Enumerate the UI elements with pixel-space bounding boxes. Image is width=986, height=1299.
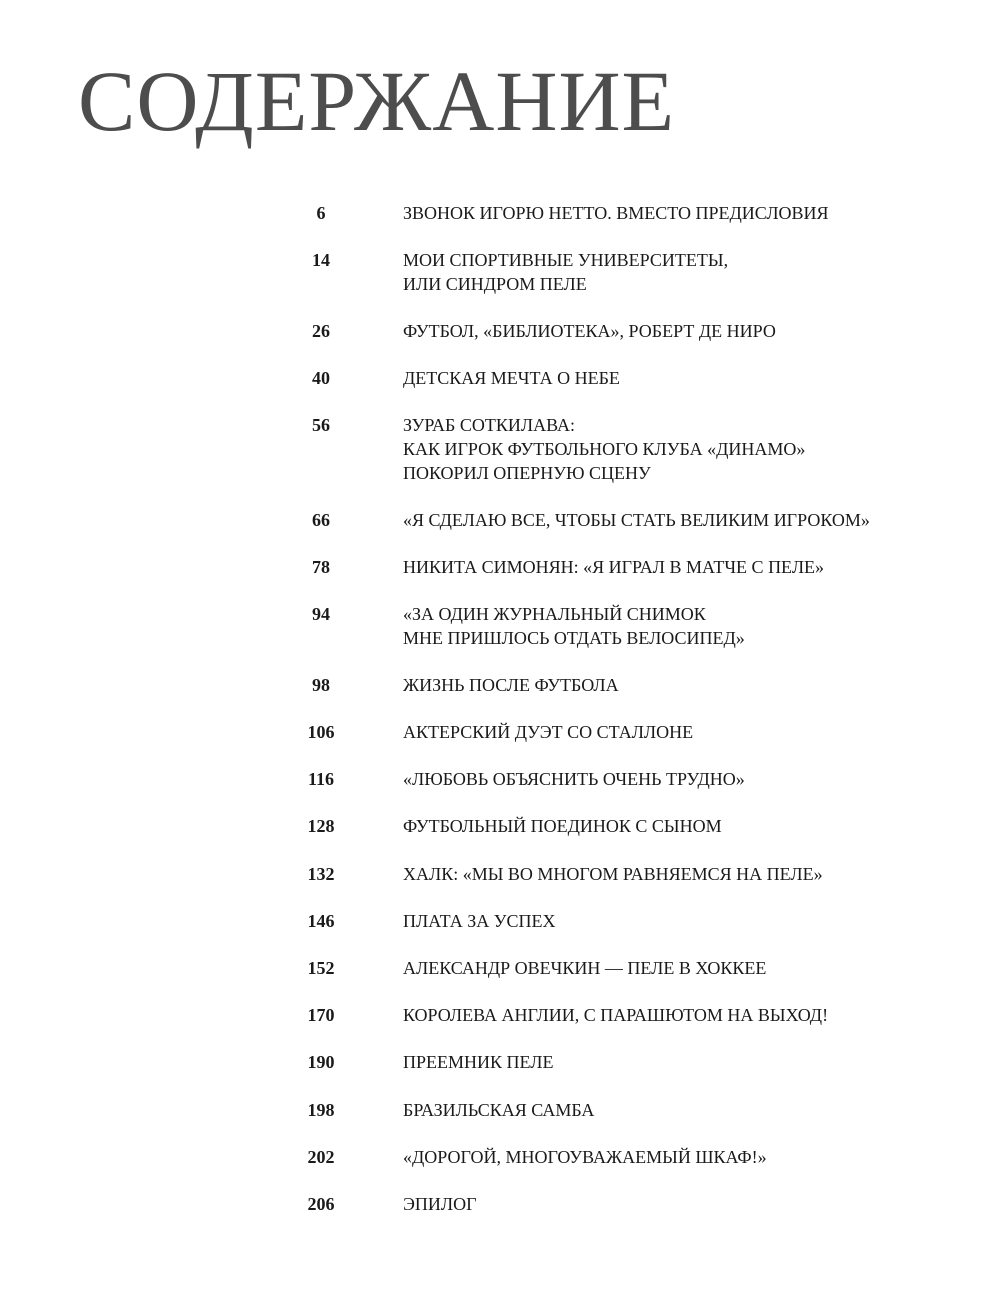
- toc-chapter-title: КОРОЛЕВА АНГЛИИ, С ПАРАШЮТОМ НА ВЫХОД!: [403, 1005, 829, 1026]
- toc-entry: [290, 957, 950, 981]
- toc-page-number: 98: [312, 674, 330, 695]
- toc-chapter-title: ЗУРАБ СОТКИЛАВА: КАК ИГРОК ФУТБОЛЬНОГО КЛУБА «ДИНАМО» ПОКОРИЛ ОПЕРНУЮ СЦЕНУ: [403, 415, 806, 483]
- toc-chapter-title: НИКИТА СИМОНЯН: «Я ИГРАЛ В МАТЧЕ С ПЕЛЕ»: [403, 556, 825, 577]
- toc-page-number: 78: [312, 556, 330, 577]
- toc-entry: [290, 320, 950, 344]
- toc-chapter-title: ДЕТСКАЯ МЕЧТА О НЕБЕ: [403, 368, 620, 389]
- toc-entry: [290, 414, 950, 485]
- toc-page-number: 26: [312, 320, 330, 341]
- toc-chapter-title: ХАЛК: «МЫ ВО МНОГОМ РАВНЯЕМСЯ НА ПЕЛЕ»: [403, 863, 823, 884]
- toc-page-number: 14: [312, 250, 330, 271]
- toc-entry: [290, 202, 950, 226]
- toc-entry: [290, 674, 950, 698]
- toc-chapter-title: «ДОРОГОЙ, МНОГОУВАЖАЕМЫЙ ШКАФ!»: [403, 1146, 767, 1167]
- toc-chapter-title: АЛЕКСАНДР ОВЕЧКИН — ПЕЛЕ В ХОККЕЕ: [403, 958, 767, 978]
- toc-chapter-title: ЭПИЛОГ: [403, 1193, 477, 1214]
- toc-chapter-title: ЗВОНОК ИГОРЮ НЕТТО. ВМЕСТО ПРЕДИСЛОВИЯ: [403, 203, 829, 223]
- toc-entry: [290, 1051, 950, 1075]
- toc-entry: [290, 1099, 950, 1123]
- toc-page-number: 202: [307, 1146, 335, 1167]
- toc-chapter-title: «ЗА ОДИН ЖУРНАЛЬНЫЙ СНИМОК МНЕ ПРИШЛОСЬ ОТДАТЬ ВЕЛОСИПЕД»: [403, 604, 745, 648]
- toc-entry: [290, 768, 950, 792]
- toc-page-number: 6: [316, 203, 326, 223]
- toc-entry: [290, 1193, 950, 1217]
- toc-chapter-title: ФУТБОЛЬНЫЙ ПОЕДИНОК С СЫНОМ: [403, 816, 722, 837]
- toc-entry: [290, 1146, 950, 1170]
- toc-page-number: 56: [312, 415, 330, 436]
- toc-chapter-title: «ЛЮБОВЬ ОБЪЯСНИТЬ ОЧЕНЬ ТРУДНО»: [403, 769, 745, 790]
- toc-page-number: 152: [307, 958, 335, 978]
- toc-page-number: 132: [307, 863, 335, 884]
- toc-chapter-title: «Я СДЕЛАЮ ВСЕ, ЧТОБЫ СТАТЬ ВЕЛИКИМ ИГРОКОМ»: [403, 509, 870, 530]
- toc-page-number: 146: [307, 910, 335, 931]
- toc-entry: [290, 603, 950, 650]
- toc-entry: [290, 1004, 950, 1028]
- toc-entry: [290, 815, 950, 839]
- toc-entry: [290, 509, 950, 533]
- toc-entry: [290, 721, 950, 745]
- toc-chapter-title: ПЛАТА ЗА УСПЕХ: [403, 910, 556, 931]
- toc-chapter-title: ЖИЗНЬ ПОСЛЕ ФУТБОЛА: [403, 674, 619, 695]
- toc-chapter-title: МОИ СПОРТИВНЫЕ УНИВЕРСИТЕТЫ, ИЛИ СИНДРОМ ПЕЛЕ: [403, 250, 729, 294]
- toc-entry: [290, 910, 950, 934]
- toc-entry: [290, 367, 950, 391]
- toc-page-number: 170: [307, 1005, 335, 1026]
- toc-entry: [290, 249, 950, 296]
- toc-page-number: 128: [307, 816, 335, 837]
- page-title: СОДЕРЖАНИЕ: [78, 53, 676, 149]
- toc-chapter-title: ФУТБОЛ, «БИБЛИОТЕКА», РОБЕРТ ДЕ НИРО: [403, 320, 776, 341]
- toc-chapter-title: АКТЕРСКИЙ ДУЭТ СО СТАЛЛОНЕ: [403, 722, 694, 743]
- toc-page-number: 190: [307, 1052, 335, 1073]
- toc-entry: [290, 556, 950, 580]
- toc-entry: [290, 863, 950, 887]
- table-of-contents: [290, 202, 950, 1240]
- toc-page-number: 94: [312, 604, 330, 625]
- toc-page-number: 198: [307, 1099, 335, 1120]
- toc-chapter-title: БРАЗИЛЬСКАЯ САМБА: [403, 1099, 595, 1120]
- toc-page-number: 206: [307, 1193, 335, 1214]
- toc-page-number: 40: [312, 368, 330, 389]
- toc-page-number: 66: [312, 509, 330, 530]
- toc-chapter-title: ПРЕЕМНИК ПЕЛЕ: [403, 1052, 554, 1073]
- toc-page-number: 116: [307, 769, 334, 790]
- toc-page-number: 106: [307, 722, 335, 743]
